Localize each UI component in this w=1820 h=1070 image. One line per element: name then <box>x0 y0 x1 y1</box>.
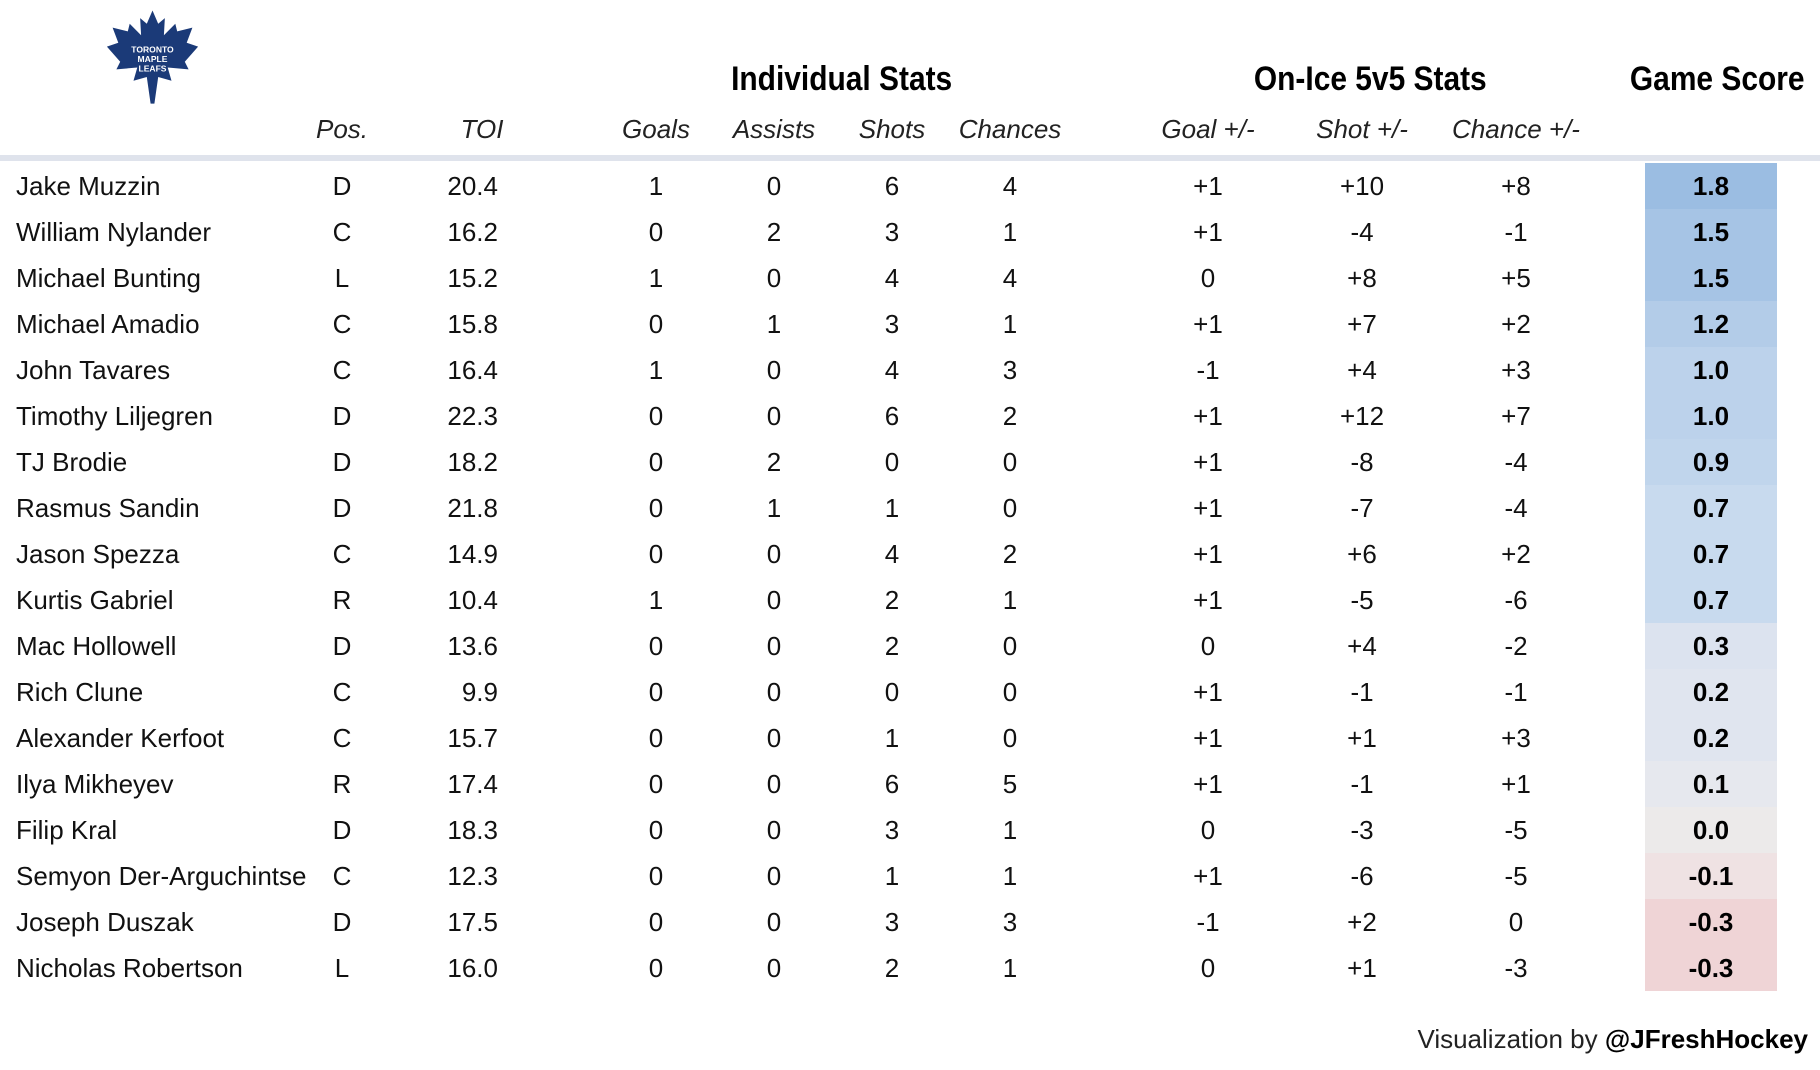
player-shot-pm: +8 <box>1347 263 1377 293</box>
player-goals: 1 <box>648 355 664 385</box>
player-pos: D <box>332 493 352 523</box>
player-chances: 0 <box>1002 723 1018 753</box>
player-game-score: 0.3 <box>1692 631 1730 661</box>
player-assists: 0 <box>766 907 782 937</box>
player-game-score: 1.0 <box>1692 355 1730 385</box>
maple-leafs-logo <box>105 8 200 108</box>
player-shots: 4 <box>884 355 900 385</box>
player-shots: 4 <box>884 263 900 293</box>
player-pos: D <box>332 815 352 845</box>
player-game-score: 0.7 <box>1692 493 1730 523</box>
player-toi: 17.5 <box>447 907 498 937</box>
credit-line <box>1417 1024 1808 1055</box>
player-shots: 6 <box>884 401 900 431</box>
player-chance-pm: 0 <box>1508 907 1524 937</box>
player-shot-pm: +6 <box>1347 539 1377 569</box>
player-toi: 10.4 <box>447 585 498 615</box>
player-name: Filip Kral <box>16 815 118 845</box>
header-divider <box>0 155 1820 161</box>
player-goals: 0 <box>648 493 664 523</box>
player-shot-pm: -4 <box>1350 217 1374 247</box>
player-toi: 15.8 <box>447 309 498 339</box>
player-shot-pm: -3 <box>1350 815 1374 845</box>
player-chances: 1 <box>1002 953 1018 983</box>
player-assists: 0 <box>766 861 782 891</box>
player-assists: 0 <box>766 263 782 293</box>
col-pos: Pos. <box>315 114 369 144</box>
player-shots: 1 <box>884 861 900 891</box>
player-assists: 1 <box>766 309 782 339</box>
player-chance-pm: +7 <box>1501 401 1531 431</box>
player-shots: 3 <box>884 217 900 247</box>
player-shots: 3 <box>884 815 900 845</box>
player-goals: 1 <box>648 263 664 293</box>
player-name: Semyon Der-Arguchintse <box>16 861 307 891</box>
player-pos: C <box>332 217 352 247</box>
logo-text-3: LEAFS <box>138 63 167 74</box>
logo-text-2: MAPLE <box>137 53 168 64</box>
player-shots: 1 <box>884 493 900 523</box>
player-chances: 0 <box>1002 631 1018 661</box>
player-chance-pm: -1 <box>1504 677 1528 707</box>
section-game-score: Game Score <box>1629 60 1805 98</box>
player-game-score: 1.5 <box>1692 263 1730 293</box>
player-chance-pm: +2 <box>1501 309 1531 339</box>
player-shots: 1 <box>884 723 900 753</box>
player-pos: C <box>332 539 352 569</box>
player-assists: 0 <box>766 631 782 661</box>
player-toi: 13.6 <box>447 631 498 661</box>
player-shot-pm: +12 <box>1339 401 1385 431</box>
player-goals: 0 <box>648 907 664 937</box>
player-pos: R <box>332 769 352 799</box>
player-assists: 0 <box>766 355 782 385</box>
player-goals: 0 <box>648 723 664 753</box>
player-toi: 16.2 <box>447 217 498 247</box>
player-shots: 3 <box>884 309 900 339</box>
player-chance-pm: -4 <box>1504 493 1528 523</box>
player-chances: 0 <box>1002 677 1018 707</box>
player-game-score: 1.0 <box>1692 401 1730 431</box>
player-goal-pm: -1 <box>1196 355 1220 385</box>
player-chance-pm: +8 <box>1501 171 1531 201</box>
player-assists: 0 <box>766 539 782 569</box>
player-goal-pm: 0 <box>1200 953 1216 983</box>
player-assists: 2 <box>766 447 782 477</box>
player-chances: 2 <box>1002 539 1018 569</box>
player-pos: C <box>332 861 352 891</box>
player-shots: 2 <box>884 631 900 661</box>
player-chance-pm: -4 <box>1504 447 1528 477</box>
player-toi: 14.9 <box>447 539 498 569</box>
player-goals: 1 <box>648 585 664 615</box>
player-shots: 3 <box>884 907 900 937</box>
player-chance-pm: -2 <box>1504 631 1528 661</box>
player-shot-pm: -5 <box>1350 585 1374 615</box>
player-game-score: -0.3 <box>1688 953 1734 983</box>
player-chances: 4 <box>1002 263 1018 293</box>
player-chances: 0 <box>1002 493 1018 523</box>
player-goal-pm: +1 <box>1193 447 1223 477</box>
player-shots: 6 <box>884 171 900 201</box>
col-toi: TOI <box>460 114 504 144</box>
credit-prefix: Visualization by <box>1417 1024 1598 1054</box>
col-shots: Shots <box>858 114 926 144</box>
player-goals: 0 <box>648 677 664 707</box>
player-goal-pm: +1 <box>1193 539 1223 569</box>
player-name: Timothy Liljegren <box>16 401 214 431</box>
player-goal-pm: +1 <box>1193 401 1223 431</box>
player-name: Ilya Mikheyev <box>16 769 174 799</box>
player-shots: 0 <box>884 447 900 477</box>
player-goal-pm: +1 <box>1193 585 1223 615</box>
player-toi: 16.4 <box>447 355 498 385</box>
player-pos: D <box>332 171 352 201</box>
player-shots: 2 <box>884 953 900 983</box>
player-assists: 2 <box>766 217 782 247</box>
player-chance-pm: +3 <box>1501 723 1531 753</box>
player-pos: C <box>332 677 352 707</box>
player-goal-pm: -1 <box>1196 907 1220 937</box>
player-toi: 18.2 <box>447 447 498 477</box>
player-assists: 0 <box>766 677 782 707</box>
player-goals: 0 <box>648 861 664 891</box>
player-pos: L <box>334 953 350 983</box>
player-pos: L <box>334 263 350 293</box>
player-game-score: 1.2 <box>1692 309 1730 339</box>
player-goal-pm: +1 <box>1193 493 1223 523</box>
player-toi: 21.8 <box>447 493 498 523</box>
player-goals: 0 <box>648 631 664 661</box>
player-assists: 0 <box>766 585 782 615</box>
player-name: TJ Brodie <box>16 447 128 477</box>
col-goal-pm: Goal +/- <box>1161 114 1255 144</box>
credit-handle: @JFreshHockey <box>1604 1024 1808 1054</box>
player-shot-pm: -1 <box>1350 769 1374 799</box>
player-name: Alexander Kerfoot <box>16 723 225 753</box>
player-toi: 22.3 <box>447 401 498 431</box>
player-goal-pm: +1 <box>1193 769 1223 799</box>
player-chances: 4 <box>1002 171 1018 201</box>
col-chance-pm: Chance +/- <box>1452 114 1580 144</box>
player-chance-pm: +2 <box>1501 539 1531 569</box>
player-shots: 6 <box>884 769 900 799</box>
player-toi: 16.0 <box>447 953 498 983</box>
player-goals: 0 <box>648 815 664 845</box>
player-shot-pm: +1 <box>1347 723 1377 753</box>
player-goal-pm: +1 <box>1193 677 1223 707</box>
player-chances: 1 <box>1002 815 1018 845</box>
player-chances: 2 <box>1002 401 1018 431</box>
player-goals: 0 <box>648 447 664 477</box>
player-game-score: 0.9 <box>1692 447 1730 477</box>
col-chances: Chances <box>958 114 1062 144</box>
player-toi: 18.3 <box>447 815 498 845</box>
player-assists: 0 <box>766 401 782 431</box>
section-individual-stats: Individual Stats <box>731 60 953 98</box>
player-goal-pm: 0 <box>1200 631 1216 661</box>
player-shot-pm: -1 <box>1350 677 1374 707</box>
player-toi: 17.4 <box>447 769 498 799</box>
player-shot-pm: +4 <box>1347 355 1377 385</box>
player-assists: 0 <box>766 769 782 799</box>
player-shot-pm: +2 <box>1347 907 1377 937</box>
player-name: Jason Spezza <box>16 539 180 569</box>
player-pos: D <box>332 907 352 937</box>
player-name: Michael Amadio <box>16 309 200 339</box>
player-goals: 0 <box>648 769 664 799</box>
player-shots: 0 <box>884 677 900 707</box>
player-shot-pm: +7 <box>1347 309 1377 339</box>
player-chances: 5 <box>1002 769 1018 799</box>
player-assists: 1 <box>766 493 782 523</box>
player-chance-pm: -3 <box>1504 953 1528 983</box>
player-shots: 4 <box>884 539 900 569</box>
player-game-score: 1.5 <box>1692 217 1730 247</box>
player-toi: 9.9 <box>461 677 498 707</box>
player-chances: 0 <box>1002 447 1018 477</box>
player-goal-pm: +1 <box>1193 171 1223 201</box>
player-name: William Nylander <box>16 217 212 247</box>
player-pos: D <box>332 447 352 477</box>
player-goals: 1 <box>648 171 664 201</box>
player-chances: 1 <box>1002 217 1018 247</box>
player-assists: 0 <box>766 953 782 983</box>
player-chances: 1 <box>1002 585 1018 615</box>
player-goals: 0 <box>648 539 664 569</box>
section-onice-stats: On-Ice 5v5 Stats <box>1253 60 1487 98</box>
player-goals: 0 <box>648 309 664 339</box>
player-chances: 1 <box>1002 861 1018 891</box>
player-game-score: 1.8 <box>1692 171 1730 201</box>
player-game-score: -0.3 <box>1688 907 1734 937</box>
col-shot-pm: Shot +/- <box>1316 114 1408 144</box>
player-pos: C <box>332 723 352 753</box>
player-name: Kurtis Gabriel <box>16 585 174 615</box>
player-game-score: 0.7 <box>1692 539 1730 569</box>
player-toi: 15.2 <box>447 263 498 293</box>
player-shots: 2 <box>884 585 900 615</box>
player-chances: 3 <box>1002 907 1018 937</box>
player-goals: 0 <box>648 217 664 247</box>
player-game-score: -0.1 <box>1688 861 1734 891</box>
player-goal-pm: +1 <box>1193 217 1223 247</box>
player-game-score: 0.2 <box>1692 677 1730 707</box>
player-shot-pm: +10 <box>1339 171 1385 201</box>
player-goal-pm: +1 <box>1193 861 1223 891</box>
player-goals: 0 <box>648 953 664 983</box>
player-shot-pm: -6 <box>1350 861 1374 891</box>
player-name: Jake Muzzin <box>16 171 161 201</box>
player-name: Joseph Duszak <box>16 907 194 937</box>
player-chance-pm: +1 <box>1501 769 1531 799</box>
player-shot-pm: +1 <box>1347 953 1377 983</box>
player-assists: 0 <box>766 171 782 201</box>
col-goals: Goals <box>622 114 690 144</box>
player-toi: 12.3 <box>447 861 498 891</box>
player-assists: 0 <box>766 815 782 845</box>
player-goals: 0 <box>648 401 664 431</box>
player-name: John Tavares <box>16 355 171 385</box>
player-shot-pm: -7 <box>1350 493 1374 523</box>
player-goal-pm: 0 <box>1200 263 1216 293</box>
player-chance-pm: -6 <box>1504 585 1528 615</box>
player-toi: 20.4 <box>447 171 498 201</box>
player-chances: 3 <box>1002 355 1018 385</box>
player-game-score: 0.7 <box>1692 585 1730 615</box>
player-pos: R <box>332 585 352 615</box>
player-game-score: 0.2 <box>1692 723 1730 753</box>
player-name: Nicholas Robertson <box>16 953 243 983</box>
player-name: Rich Clune <box>16 677 144 707</box>
player-chance-pm: -1 <box>1504 217 1528 247</box>
player-game-score: 0.0 <box>1692 815 1730 845</box>
player-pos: D <box>332 401 352 431</box>
player-goal-pm: +1 <box>1193 723 1223 753</box>
player-chance-pm: +5 <box>1501 263 1531 293</box>
player-game-score: 0.1 <box>1692 769 1730 799</box>
player-chances: 1 <box>1002 309 1018 339</box>
col-assists: Assists <box>732 114 816 144</box>
player-chance-pm: +3 <box>1501 355 1531 385</box>
logo-text-1: TORONTO <box>131 44 174 55</box>
player-goal-pm: +1 <box>1193 309 1223 339</box>
player-pos: D <box>332 631 352 661</box>
player-goal-pm: 0 <box>1200 815 1216 845</box>
player-chance-pm: -5 <box>1504 815 1528 845</box>
player-name: Michael Bunting <box>16 263 201 293</box>
player-toi: 15.7 <box>447 723 498 753</box>
player-pos: C <box>332 355 352 385</box>
player-shot-pm: -8 <box>1350 447 1374 477</box>
player-name: Rasmus Sandin <box>16 493 200 523</box>
player-name: Mac Hollowell <box>16 631 177 661</box>
player-chance-pm: -5 <box>1504 861 1528 891</box>
player-shot-pm: +4 <box>1347 631 1377 661</box>
player-assists: 0 <box>766 723 782 753</box>
player-pos: C <box>332 309 352 339</box>
